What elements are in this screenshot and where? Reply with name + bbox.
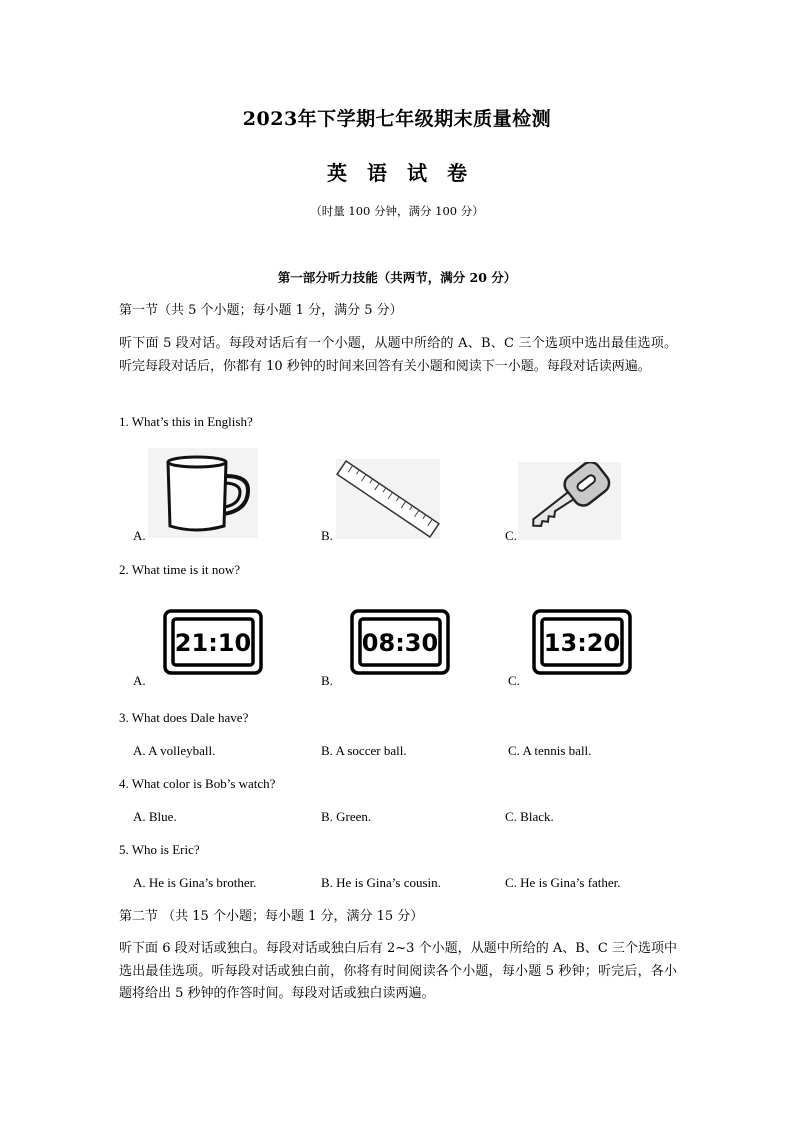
- clock-time: 21:10: [174, 629, 252, 657]
- clock-b: [350, 609, 450, 675]
- mug-image: [148, 448, 258, 538]
- option-a: A. A volleyball.: [133, 743, 216, 758]
- question-5: [119, 842, 200, 858]
- question-3: [119, 710, 248, 726]
- option-label: A.: [133, 673, 146, 688]
- question-2: [119, 562, 240, 578]
- section1-heading: 第一节（共 5 个小题；每小题 1 分，满分 5 分）: [119, 303, 403, 318]
- digital-clock-icon: [532, 609, 632, 675]
- question-number: 4.: [119, 776, 129, 791]
- option-label: C.: [505, 528, 517, 543]
- question-text: What color is Bob’s watch?: [131, 776, 276, 791]
- ruler-image: [336, 459, 440, 539]
- section1-instructions: 听下面 5 段对话。每段对话后有一个小题，从题中所给的 A、B、C 三个选项中选出最佳选项。听完每段对话后，你都有 10 秒钟的时间来回答有关小题和阅读下一小题。每段对话读两遍。: [119, 336, 677, 374]
- question-4: [119, 776, 275, 792]
- question-number: 1.: [119, 414, 129, 429]
- clock-time: 13:20: [543, 629, 621, 657]
- question-text: What’s this in English?: [131, 414, 253, 429]
- question-text: Who is Eric?: [131, 842, 200, 857]
- key-image: [518, 462, 621, 540]
- option-label: B.: [321, 673, 333, 688]
- question-text: What does Dale have?: [131, 710, 249, 725]
- mug-icon: [148, 448, 258, 538]
- exam-note: （时量 100 分钟，满分 100 分）: [310, 204, 484, 218]
- option-a: A. He is Gina’s brother.: [133, 875, 257, 890]
- option-c: C. A tennis ball.: [508, 743, 592, 758]
- option-label: B.: [321, 528, 333, 543]
- section2-instructions: 听下面 6 段对话或独白。每段对话或独白后有 2~3 个小题，从题中所给的 A、B、C 三个选项中选出最佳选项。听每段对话或独白前，你将有时间阅读各个小题，每小题 5 秒钟；听完后，各小题将给出 5 秒钟的作答时间。每段对话或独白读两遍。: [119, 941, 677, 1001]
- part1-title: 第一部分听力技能（共两节，满分 20 分）: [277, 270, 517, 285]
- question-number: 3.: [119, 710, 129, 725]
- exam-subject: 英语试卷: [327, 161, 487, 185]
- option-a: A. Blue.: [133, 809, 177, 824]
- question-1: [119, 414, 253, 430]
- option-label: A.: [133, 528, 146, 543]
- option-b: B. He is Gina’s cousin.: [321, 875, 441, 890]
- option-b: B. Green.: [321, 809, 372, 824]
- digital-clock-icon: [163, 609, 263, 675]
- exam-title: 2023年下学期七年级期末质量检测: [242, 108, 552, 130]
- digital-clock-icon: [350, 609, 450, 675]
- section2-heading: 第二节 （共 15 个小题；每小题 1 分，满分 15 分）: [119, 909, 424, 924]
- question-number: 2.: [119, 562, 129, 577]
- key-icon: [518, 462, 621, 540]
- option-b: B. A soccer ball.: [321, 743, 407, 758]
- question-text: What time is it now?: [131, 562, 241, 577]
- option-c: C. Black.: [505, 809, 554, 824]
- option-c: C. He is Gina’s father.: [505, 875, 621, 890]
- option-label: C.: [508, 673, 520, 688]
- clock-c: [532, 609, 632, 675]
- clock-a: [163, 609, 263, 675]
- ruler-icon: [336, 459, 440, 539]
- question-number: 5.: [119, 842, 129, 857]
- clock-time: 08:30: [361, 629, 439, 657]
